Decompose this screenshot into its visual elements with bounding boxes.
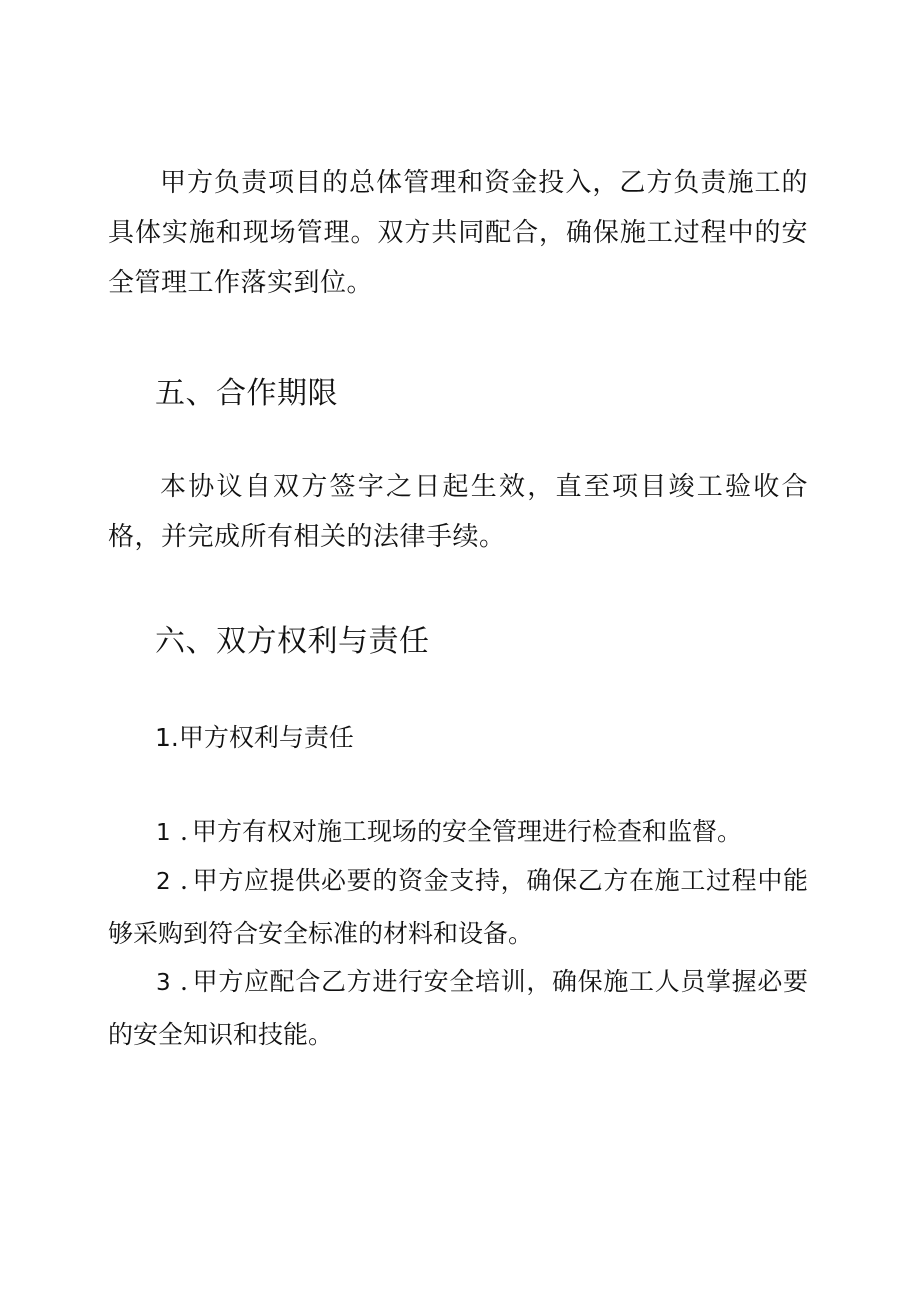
list-item-number: 1 — [156, 820, 171, 846]
section-5-title: 五、合作期限 — [155, 376, 338, 411]
list-item-text: 甲方应提供必要的资金支持，确保乙方在施工过程中能够采购到符合安全标准的材料和设备。 — [108, 866, 808, 948]
list-item-text: 甲方应配合乙方进行安全培训，确保施工人员掌握必要的安全知识和技能。 — [108, 967, 808, 1049]
list-item — [108, 806, 808, 859]
list-item-dot: . — [180, 967, 188, 996]
paragraph-responsibility-division: 甲方负责项目的总体管理和资金投入，乙方负责施工的具体实施和现场管理。双方共同配合，确保施工过程中的安全管理工作落实到位。 — [108, 168, 808, 298]
list-item-dot: . — [180, 866, 188, 895]
list-item-text: 甲方有权对施工现场的安全管理进行检查和监督。 — [192, 817, 743, 846]
list-item-number: 3 — [156, 970, 171, 996]
section-6-title: 六、双方权利与责任 — [155, 624, 430, 659]
list-item — [108, 956, 808, 1061]
section-5-body: 本协议自双方签字之日起生效，直至项目竣工验收合格，并完成所有相关的法律手续。 — [108, 472, 808, 552]
list-item-dot: . — [180, 817, 188, 846]
list-item — [108, 855, 808, 960]
list-item-number: 2 — [156, 869, 171, 895]
subsection-1-title: 1.甲方权利与责任 — [155, 723, 354, 752]
